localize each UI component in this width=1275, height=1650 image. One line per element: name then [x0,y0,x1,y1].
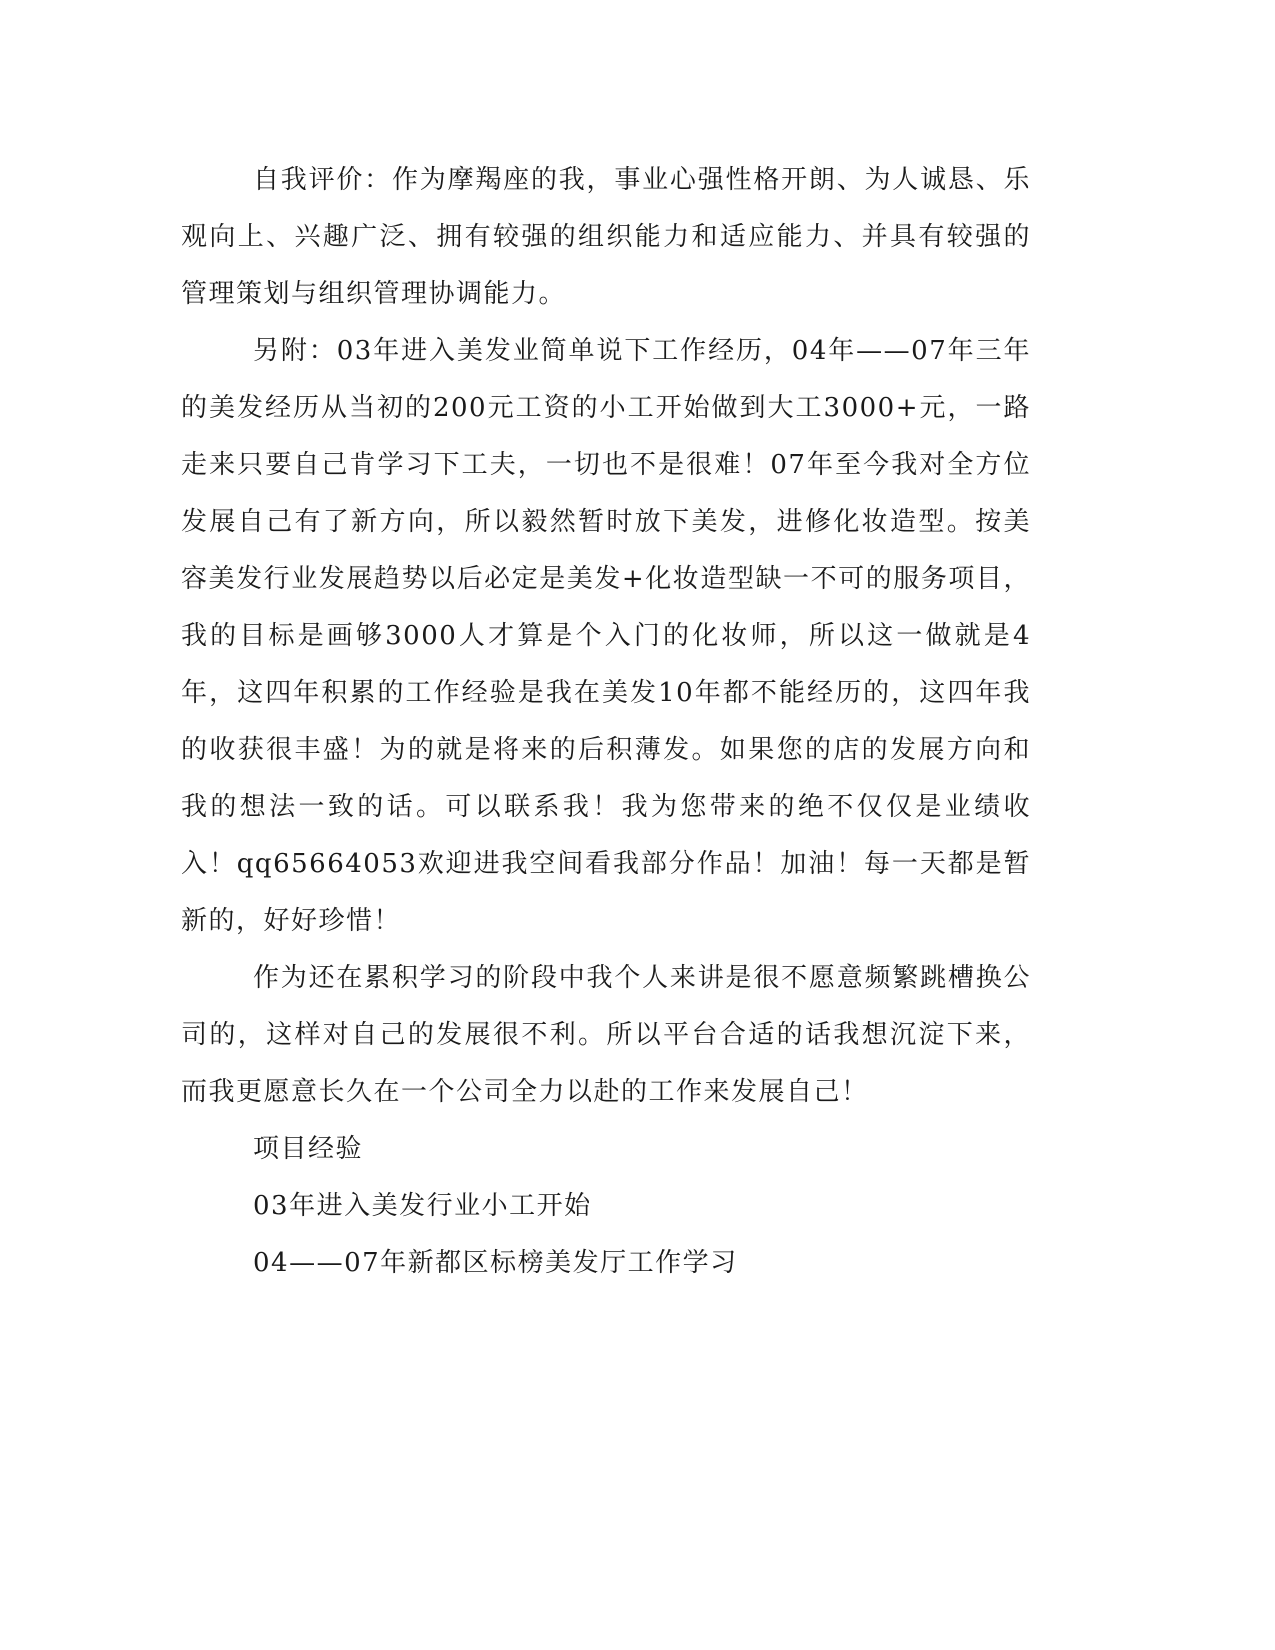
document-page [181,152,1031,1292]
experience-line: 04——07年新都区标榜美发厅工作学习 [253,1248,738,1278]
career-attitude-paragraph: 作为还在累积学习的阶段中我个人来讲是很不愿意频繁跳槽换公司的，这样对自己的发展很不利。所以平台合适的话我想沉淀下来，而我更愿意长久在一个公司全力以赴的工作来发展自己！ [181,963,1031,1107]
additional-info-paragraph: 另附：03年进入美发业简单说下工作经历，04年——07年三年的美发经历从当初的200元工资的小工开始做到大工3000+元，一路走来只要自己肯学习下工夫，一切也不是很难！07年至今我对全方位发展自己有了新方向，所以毅然暂时放下美发，进修化妆造型。按美容美发行业发展趋势以后必定是美发+化妆造型缺一不可的服务项目，我的目标是画够3000人才算是个入门的化妆师，所以这一做就是4年，这四年积累的工作经验是我在美发10年都不能经历的，这四年我的收获很丰盛！为的就是将来的后积薄发。如果您的店的发展方向和我的想法一致的话。可以联系我！我为您带来的绝不仅仅是业绩收入！qq65664053欢迎进我空间看我部分作品！加油！每一天都是暂新的，好好珍惜！ [181,336,1031,936]
experience-line: 03年进入美发行业小工开始 [253,1191,592,1221]
section-title-project-experience: 项目经验 [253,1134,364,1164]
self-evaluation-paragraph: 自我评价：作为摩羯座的我，事业心强性格开朗、为人诚恳、乐观向上、兴趣广泛、拥有较强的组织能力和适应能力、并具有较强的管理策划与组织管理协调能力。 [181,165,1031,309]
